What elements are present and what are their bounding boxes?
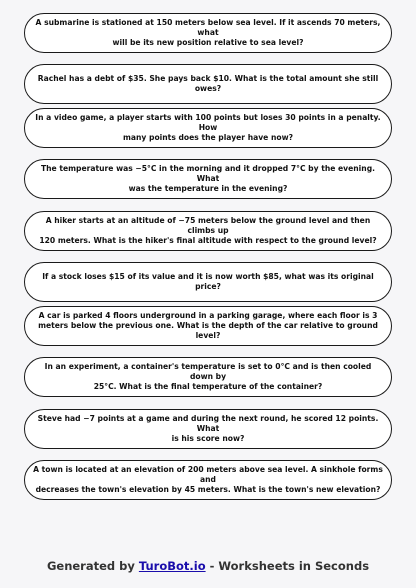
question-box-6: [24, 262, 392, 302]
question-box-8: [24, 357, 392, 397]
question-text: A town is located at an elevation of 200 meters above sea level. A sinkhole forms and decreases the town's elevation by 45 meters. What is the town's new elevation?: [33, 465, 383, 494]
footer: [0, 559, 416, 573]
question-text: In a video game, a player starts with 100 points but loses 30 points in a penalty. How many points does the player have now?: [35, 113, 381, 142]
question-text: A hiker starts at an altitude of −75 meters below the ground level and then climbs up 120 meters. What is the hiker's final altitude with respect to the ground level?: [39, 216, 377, 245]
question-box-2: [24, 64, 392, 104]
question-text: The temperature was −5°C in the morning and it dropped 7°C by the evening. What was the temperature in the evening?: [40, 164, 376, 193]
question-text: A car is parked 4 floors underground in a parking garage, where each floor is 3 meters below the previous one. What is the depth of the car relative to ground level?: [38, 311, 378, 340]
question-text: A submarine is stationed at 150 meters below sea level. If it ascends 70 meters, what will be its new position relative to sea level?: [35, 18, 381, 47]
footer-suffix: - Worksheets in Seconds: [205, 559, 370, 573]
question-text: In an experiment, a container's temperature is set to 0°C and is then cooled down by 25°C. What is the final temperature of the container?: [44, 362, 372, 391]
question-box-3: [24, 108, 392, 148]
turobot-link[interactable]: TuroBot.io: [138, 559, 206, 573]
question-text: If a stock loses $15 of its value and it is now worth $85, what was its original price?: [42, 272, 374, 291]
question-box-10: [24, 460, 392, 500]
question-box-1: [24, 13, 392, 53]
question-text: Steve had −7 points at a game and during the next round, he scored 12 points. What is his score now?: [37, 414, 379, 443]
footer-prefix: Generated by: [46, 559, 139, 573]
question-box-7: [24, 306, 392, 346]
question-box-9: [24, 409, 392, 449]
question-box-5: [24, 211, 392, 251]
question-box-4: [24, 159, 392, 199]
question-text: Rachel has a debt of $35. She pays back $10. What is the total amount she still owes?: [37, 74, 379, 93]
